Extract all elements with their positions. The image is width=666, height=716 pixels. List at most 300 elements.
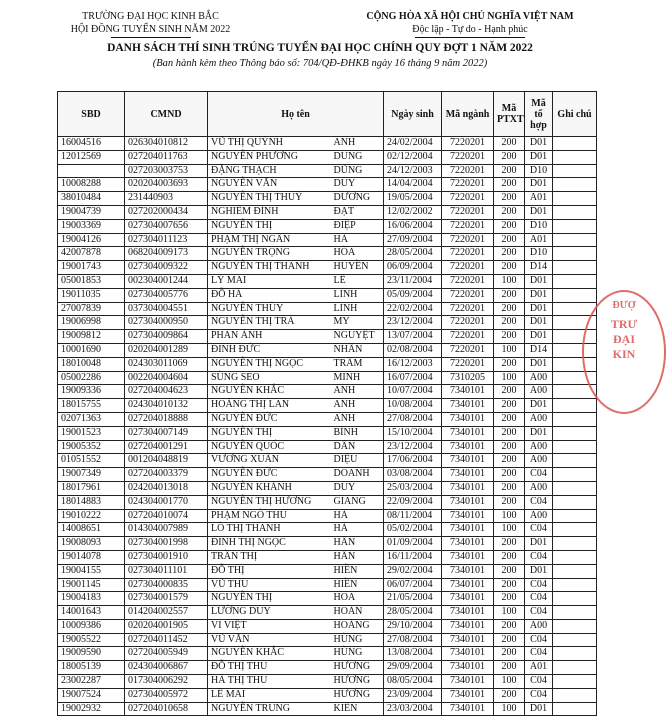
table-row	[58, 261, 597, 275]
cell-ten: BÌNH	[331, 426, 384, 440]
cell-ngay-sinh: 27/08/2004	[384, 633, 442, 647]
cell-sbd: 05001853	[58, 274, 125, 288]
cell-ma-nganh: 7220201	[442, 233, 494, 247]
cell-ma-to-hop: C04	[525, 523, 553, 537]
cell-ghi-chu	[553, 675, 597, 689]
cell-ma-ptxt: 200	[494, 302, 525, 316]
table-row	[58, 647, 597, 661]
cell-cmnd: 027304005972	[125, 688, 208, 702]
cell-ma-to-hop: A00	[525, 440, 553, 454]
table-row	[58, 578, 597, 592]
cell-ma-ptxt: 100	[494, 675, 525, 689]
cell-ngay-sinh: 23/11/2004	[384, 274, 442, 288]
cell-ghi-chu	[553, 426, 597, 440]
cell-ngay-sinh: 12/02/2002	[384, 205, 442, 219]
cell-ghi-chu	[553, 702, 597, 716]
cell-ngay-sinh: 13/08/2004	[384, 647, 442, 661]
col-cmnd: CMND	[125, 92, 208, 137]
cell-cmnd: 027203003753	[125, 164, 208, 178]
cell-ten: HƯƠNG	[331, 688, 384, 702]
cell-ghi-chu	[553, 523, 597, 537]
cell-cmnd: 020204003693	[125, 178, 208, 192]
cell-ma-ptxt: 200	[494, 150, 525, 164]
cell-cmnd: 027204001291	[125, 440, 208, 454]
cell-cmnd: 020204001905	[125, 619, 208, 633]
table-row	[58, 661, 597, 675]
cell-ho: NGUYỄN KHÁNH	[208, 481, 331, 495]
cell-sbd: 14008651	[58, 523, 125, 537]
cell-ten: HÀ	[331, 509, 384, 523]
council-name: HỘI ĐỒNG TUYỂN SINH NĂM 2022	[70, 24, 231, 35]
cell-ma-nganh: 7340101	[442, 550, 494, 564]
cell-cmnd: 027304001910	[125, 550, 208, 564]
document-subtitle: (Ban hành kèm theo Thông báo số: 704/QĐ-ĐHKB ngày 16 tháng 9 năm 2022)	[152, 58, 488, 69]
cell-ngay-sinh: 29/09/2004	[384, 661, 442, 675]
country-slogan: Độc lập - Tự do - Hạnh phúc	[412, 24, 528, 35]
cell-ten: DUY	[331, 178, 384, 192]
table-row	[58, 343, 597, 357]
cell-ho: NGUYỄN VĂN	[208, 178, 331, 192]
col-ma-to-hop: Mã tổ hợp	[525, 92, 553, 137]
cell-sbd: 19010222	[58, 509, 125, 523]
cell-sbd: 19004739	[58, 205, 125, 219]
cell-sbd: 18005139	[58, 661, 125, 675]
cell-cmnd: 024204013018	[125, 481, 208, 495]
cell-ghi-chu	[553, 537, 597, 551]
cell-ma-to-hop: C04	[525, 688, 553, 702]
cell-ma-nganh: 7340101	[442, 481, 494, 495]
table-row	[58, 357, 597, 371]
cell-cmnd: 027204011763	[125, 150, 208, 164]
cell-ngay-sinh: 06/09/2004	[384, 261, 442, 275]
cell-sbd	[58, 164, 125, 178]
cell-ma-to-hop: D01	[525, 302, 553, 316]
cell-ho: TRẦN THỊ	[208, 550, 331, 564]
cell-ghi-chu	[553, 564, 597, 578]
table-row	[58, 412, 597, 426]
cell-ma-ptxt: 100	[494, 371, 525, 385]
table-row	[58, 274, 597, 288]
cell-ma-ptxt: 200	[494, 619, 525, 633]
cell-cmnd: 068204009173	[125, 247, 208, 261]
cell-ho: NGUYỄN THỊ	[208, 219, 331, 233]
cell-ten: DIỆU	[331, 454, 384, 468]
table-row	[58, 702, 597, 716]
cell-ma-ptxt: 100	[494, 606, 525, 620]
cell-ma-nganh: 7340101	[442, 688, 494, 702]
table-row	[58, 454, 597, 468]
cell-ten: ANH	[331, 137, 384, 151]
cell-cmnd: 017304006292	[125, 675, 208, 689]
cell-ten: DŨNG	[331, 164, 384, 178]
cell-ma-ptxt: 200	[494, 330, 525, 344]
cell-sbd: 19004155	[58, 564, 125, 578]
cell-ghi-chu	[553, 164, 597, 178]
cell-ma-to-hop: D01	[525, 288, 553, 302]
cell-ma-to-hop: D01	[525, 399, 553, 413]
table-row	[58, 688, 597, 702]
cell-ma-ptxt: 200	[494, 537, 525, 551]
cell-cmnd: 020204001289	[125, 343, 208, 357]
cell-ghi-chu	[553, 688, 597, 702]
cell-ma-to-hop: D01	[525, 330, 553, 344]
cell-sbd: 16004516	[58, 137, 125, 151]
cell-ma-nganh: 7220201	[442, 357, 494, 371]
cell-ma-to-hop: A00	[525, 385, 553, 399]
cell-sbd: 19006998	[58, 316, 125, 330]
cell-ten: DƯƠNG	[331, 192, 384, 206]
cell-cmnd: 027204005949	[125, 647, 208, 661]
cell-ma-nganh: 7340101	[442, 592, 494, 606]
col-sbd: SBD	[58, 92, 125, 137]
cell-ngay-sinh: 16/12/2003	[384, 357, 442, 371]
cell-ten: HÂN	[331, 550, 384, 564]
cell-sbd: 10001690	[58, 343, 125, 357]
cell-ma-nganh: 7340101	[442, 647, 494, 661]
cell-ma-nganh: 7340101	[442, 606, 494, 620]
cell-sbd: 38010484	[58, 192, 125, 206]
cell-ma-ptxt: 200	[494, 592, 525, 606]
cell-cmnd: 027204003379	[125, 468, 208, 482]
cell-ho: NGUYỄN THÙY	[208, 302, 331, 316]
cell-cmnd: 002204004604	[125, 371, 208, 385]
cell-ma-nganh: 7220201	[442, 178, 494, 192]
cell-ma-to-hop: C04	[525, 592, 553, 606]
cell-ngay-sinh: 01/09/2004	[384, 537, 442, 551]
table-row	[58, 150, 597, 164]
cell-ma-nganh: 7220201	[442, 302, 494, 316]
table-row	[58, 495, 597, 509]
cell-ma-nganh: 7340101	[442, 564, 494, 578]
cell-ma-to-hop: A01	[525, 233, 553, 247]
cell-ho: NGUYỄN ĐỨC	[208, 468, 331, 482]
cell-sbd: 19009590	[58, 647, 125, 661]
cell-ngay-sinh: 19/05/2004	[384, 192, 442, 206]
table-row	[58, 192, 597, 206]
cell-sbd: 19001743	[58, 261, 125, 275]
admission-table	[57, 91, 597, 716]
cell-ghi-chu	[553, 606, 597, 620]
cell-sbd: 19007349	[58, 468, 125, 482]
cell-ma-nganh: 7340101	[442, 468, 494, 482]
cell-ghi-chu	[553, 495, 597, 509]
cell-ma-ptxt: 200	[494, 261, 525, 275]
cell-sbd: 19005352	[58, 440, 125, 454]
cell-ma-ptxt: 200	[494, 468, 525, 482]
cell-ho: VƯƠNG XUÂN	[208, 454, 331, 468]
cell-ma-nganh: 7340101	[442, 702, 494, 716]
cell-ma-nganh: 7220201	[442, 219, 494, 233]
cell-ten: TRÂM	[331, 357, 384, 371]
cell-ma-ptxt: 200	[494, 647, 525, 661]
cell-ma-ptxt: 200	[494, 192, 525, 206]
cell-ma-nganh: 7340101	[442, 633, 494, 647]
cell-ngay-sinh: 08/11/2004	[384, 509, 442, 523]
cell-ma-nganh: 7220201	[442, 192, 494, 206]
cell-ma-nganh: 7340101	[442, 675, 494, 689]
cell-ho: VŨ THỊ QUỲNH	[208, 137, 331, 151]
cell-ngay-sinh: 03/08/2004	[384, 468, 442, 482]
cell-cmnd: 027304011123	[125, 233, 208, 247]
table-row	[58, 592, 597, 606]
cell-ma-nganh: 7220201	[442, 150, 494, 164]
cell-ten: HÙNG	[331, 647, 384, 661]
table-row	[58, 606, 597, 620]
cell-cmnd: 027204011452	[125, 633, 208, 647]
cell-ngay-sinh: 24/12/2003	[384, 164, 442, 178]
cell-ma-ptxt: 100	[494, 702, 525, 716]
cell-cmnd: 001204048819	[125, 454, 208, 468]
cell-sbd: 19004183	[58, 592, 125, 606]
cell-cmnd: 027304007656	[125, 219, 208, 233]
cell-ma-ptxt: 200	[494, 661, 525, 675]
cell-ho: ĐỖ HÀ	[208, 288, 331, 302]
cell-ten: DUNG	[331, 150, 384, 164]
table-row	[58, 619, 597, 633]
cell-ma-ptxt: 200	[494, 178, 525, 192]
cell-ma-to-hop: D01	[525, 702, 553, 716]
cell-ma-to-hop: A00	[525, 509, 553, 523]
cell-ten: MY	[331, 316, 384, 330]
cell-ma-to-hop: A00	[525, 454, 553, 468]
cell-ma-to-hop: C04	[525, 550, 553, 564]
cell-ma-ptxt: 200	[494, 564, 525, 578]
cell-ma-ptxt: 200	[494, 316, 525, 330]
cell-sbd: 19005522	[58, 633, 125, 647]
cell-sbd: 19002932	[58, 702, 125, 716]
cell-ghi-chu	[553, 509, 597, 523]
cell-ma-ptxt: 200	[494, 219, 525, 233]
cell-ho: LƯỜNG DUY	[208, 606, 331, 620]
cell-ma-nganh: 7220201	[442, 164, 494, 178]
table-row	[58, 205, 597, 219]
cell-ma-to-hop: C04	[525, 468, 553, 482]
cell-ngay-sinh: 16/11/2004	[384, 550, 442, 564]
table-row	[58, 537, 597, 551]
cell-ngay-sinh: 02/08/2004	[384, 343, 442, 357]
cell-sbd: 19001523	[58, 426, 125, 440]
cell-ma-nganh: 7340101	[442, 385, 494, 399]
cell-ma-to-hop: A01	[525, 192, 553, 206]
cell-ten: HOÀNG	[331, 619, 384, 633]
cell-ghi-chu	[553, 247, 597, 261]
cell-ten: HÙNG	[331, 633, 384, 647]
cell-ma-ptxt: 200	[494, 137, 525, 151]
cell-ngay-sinh: 10/07/2004	[384, 385, 442, 399]
cell-ten: ĐẠT	[331, 205, 384, 219]
cell-ho: NGUYỄN KHẮC	[208, 647, 331, 661]
cell-ho: HÀ THỊ THU	[208, 675, 331, 689]
cell-sbd: 19009336	[58, 385, 125, 399]
cell-ho: ĐẶNG THẠCH	[208, 164, 331, 178]
cell-sbd: 18010048	[58, 357, 125, 371]
cell-cmnd: 027204004623	[125, 385, 208, 399]
cell-ma-to-hop: A00	[525, 619, 553, 633]
cell-sbd: 19003369	[58, 219, 125, 233]
cell-sbd: 01051552	[58, 454, 125, 468]
cell-ma-ptxt: 200	[494, 164, 525, 178]
cell-ngay-sinh: 06/07/2004	[384, 578, 442, 592]
cell-ghi-chu	[553, 440, 597, 454]
cell-ngay-sinh: 23/12/2004	[384, 316, 442, 330]
cell-cmnd: 027304011101	[125, 564, 208, 578]
cell-sbd: 14001643	[58, 606, 125, 620]
cell-ghi-chu	[553, 633, 597, 647]
cell-ghi-chu	[553, 261, 597, 275]
cell-ngay-sinh: 24/02/2004	[384, 137, 442, 151]
cell-ghi-chu	[553, 150, 597, 164]
cell-ma-ptxt: 200	[494, 688, 525, 702]
table-row	[58, 137, 597, 151]
cell-sbd: 12012569	[58, 150, 125, 164]
cell-ma-to-hop: A00	[525, 481, 553, 495]
cell-ghi-chu	[553, 468, 597, 482]
cell-ngay-sinh: 08/05/2004	[384, 675, 442, 689]
cell-cmnd: 024304006867	[125, 661, 208, 675]
cell-ghi-chu	[553, 219, 597, 233]
cell-cmnd: 027304005776	[125, 288, 208, 302]
cell-ma-to-hop: D01	[525, 564, 553, 578]
cell-cmnd: 027304009322	[125, 261, 208, 275]
cell-ma-nganh: 7340101	[442, 495, 494, 509]
cell-ngay-sinh: 23/12/2004	[384, 440, 442, 454]
cell-ten: LINH	[331, 288, 384, 302]
cell-ma-ptxt: 200	[494, 481, 525, 495]
cell-ngay-sinh: 23/09/2004	[384, 688, 442, 702]
table-row	[58, 219, 597, 233]
cell-ho: LÊ MAI	[208, 688, 331, 702]
cell-ma-ptxt: 100	[494, 509, 525, 523]
slogan-underline	[415, 37, 525, 38]
cell-cmnd: 027304001998	[125, 537, 208, 551]
cell-ho: ĐỖ THỊ	[208, 564, 331, 578]
cell-ma-ptxt: 200	[494, 633, 525, 647]
cell-ma-to-hop: D01	[525, 537, 553, 551]
cell-ma-ptxt: 200	[494, 578, 525, 592]
cell-sbd: 23002287	[58, 675, 125, 689]
cell-sbd: 19008093	[58, 537, 125, 551]
cell-ma-nganh: 7220201	[442, 288, 494, 302]
cell-cmnd: 027304001579	[125, 592, 208, 606]
cell-sbd: 19009812	[58, 330, 125, 344]
cell-ma-nganh: 7220201	[442, 343, 494, 357]
cell-ho: VI VIỆT	[208, 619, 331, 633]
cell-ma-nganh: 7340101	[442, 426, 494, 440]
table-row	[58, 316, 597, 330]
cell-ngay-sinh: 27/09/2004	[384, 233, 442, 247]
cell-cmnd: 014304007989	[125, 523, 208, 537]
table-row	[58, 509, 597, 523]
cell-cmnd: 026304010812	[125, 137, 208, 151]
cell-ten: HÂN	[331, 537, 384, 551]
cell-ngay-sinh: 05/02/2004	[384, 523, 442, 537]
cell-ghi-chu	[553, 399, 597, 413]
cell-cmnd: 024304001770	[125, 495, 208, 509]
cell-ho: NGUYỄN QUỐC	[208, 440, 331, 454]
cell-sbd: 10009386	[58, 619, 125, 633]
table-body	[58, 137, 597, 716]
cell-cmnd: 027304000835	[125, 578, 208, 592]
col-ma-ptxt: Mã PTXT	[494, 92, 525, 137]
cell-ma-nganh: 7340101	[442, 454, 494, 468]
cell-ten: ANH	[331, 385, 384, 399]
cell-ngay-sinh: 17/06/2004	[384, 454, 442, 468]
cell-ho: NGUYỄN PHƯƠNG	[208, 150, 331, 164]
cell-ho: ĐINH THỊ NGỌC	[208, 537, 331, 551]
cell-ma-nganh: 7340101	[442, 661, 494, 675]
cell-cmnd: 027204010658	[125, 702, 208, 716]
cell-ma-nganh: 7220201	[442, 205, 494, 219]
cell-ho: NGUYỄN ĐỨC	[208, 412, 331, 426]
cell-ngay-sinh: 14/04/2004	[384, 178, 442, 192]
cell-ten: HƯƠNG	[331, 661, 384, 675]
cell-ma-ptxt: 200	[494, 205, 525, 219]
cell-ho: NGHIÊM ĐÌNH	[208, 205, 331, 219]
cell-ma-to-hop: C04	[525, 675, 553, 689]
cell-ho: NGUYỄN THỊ	[208, 592, 331, 606]
cell-ho: PHẠM THỊ NGÂN	[208, 233, 331, 247]
cell-cmnd: 027204010074	[125, 509, 208, 523]
cell-sbd: 18015755	[58, 399, 125, 413]
document-title: DANH SÁCH THÍ SINH TRÚNG TUYỂN ĐẠI HỌC CHÍNH QUY ĐỢT 1 NĂM 2022	[107, 42, 533, 54]
university-name: TRƯỜNG ĐẠI HỌC KINH BẮC	[82, 11, 219, 22]
cell-ma-ptxt: 200	[494, 495, 525, 509]
cell-ma-ptxt: 200	[494, 412, 525, 426]
cell-cmnd: 027204018888	[125, 412, 208, 426]
cell-ma-to-hop: D01	[525, 150, 553, 164]
cell-ma-nganh: 7310205	[442, 371, 494, 385]
cell-ngay-sinh: 21/05/2004	[384, 592, 442, 606]
table-row	[58, 440, 597, 454]
cell-ngay-sinh: 10/08/2004	[384, 399, 442, 413]
cell-ma-to-hop: D14	[525, 261, 553, 275]
cell-ma-nganh: 7220201	[442, 247, 494, 261]
cell-cmnd: 027304009864	[125, 330, 208, 344]
cell-ma-to-hop: D01	[525, 426, 553, 440]
cell-ngay-sinh: 29/02/2004	[384, 564, 442, 578]
cell-ten: HƯƠNG	[331, 675, 384, 689]
cell-ngay-sinh: 23/03/2004	[384, 702, 442, 716]
cell-ten: HÒA	[331, 247, 384, 261]
cell-ma-ptxt: 200	[494, 399, 525, 413]
cell-ho: VŨ VĂN	[208, 633, 331, 647]
cell-ma-ptxt: 200	[494, 288, 525, 302]
col-ghi-chu: Ghi chú	[553, 92, 597, 137]
cell-sbd: 42007878	[58, 247, 125, 261]
cell-ten: DOANH	[331, 468, 384, 482]
cell-ngay-sinh: 28/05/2004	[384, 247, 442, 261]
cell-sbd: 19001145	[58, 578, 125, 592]
cell-ghi-chu	[553, 454, 597, 468]
cell-ma-nganh: 7340101	[442, 619, 494, 633]
table-row	[58, 523, 597, 537]
cell-sbd: 27007839	[58, 302, 125, 316]
cell-ghi-chu	[553, 619, 597, 633]
cell-ngay-sinh: 02/12/2004	[384, 150, 442, 164]
header-underline	[111, 37, 191, 38]
cell-ngay-sinh: 22/02/2004	[384, 302, 442, 316]
cell-ho: NGUYỄN THỊ HƯƠNG	[208, 495, 331, 509]
cell-ten: DUY	[331, 481, 384, 495]
national-header	[340, 10, 600, 38]
cell-ten: LINH	[331, 302, 384, 316]
cell-ma-to-hop: A00	[525, 412, 553, 426]
table-row	[58, 399, 597, 413]
cell-ma-to-hop: D01	[525, 357, 553, 371]
col-ma-nganh: Mã ngành	[442, 92, 494, 137]
cell-ten: LÊ	[331, 274, 384, 288]
cell-ma-to-hop: D10	[525, 164, 553, 178]
